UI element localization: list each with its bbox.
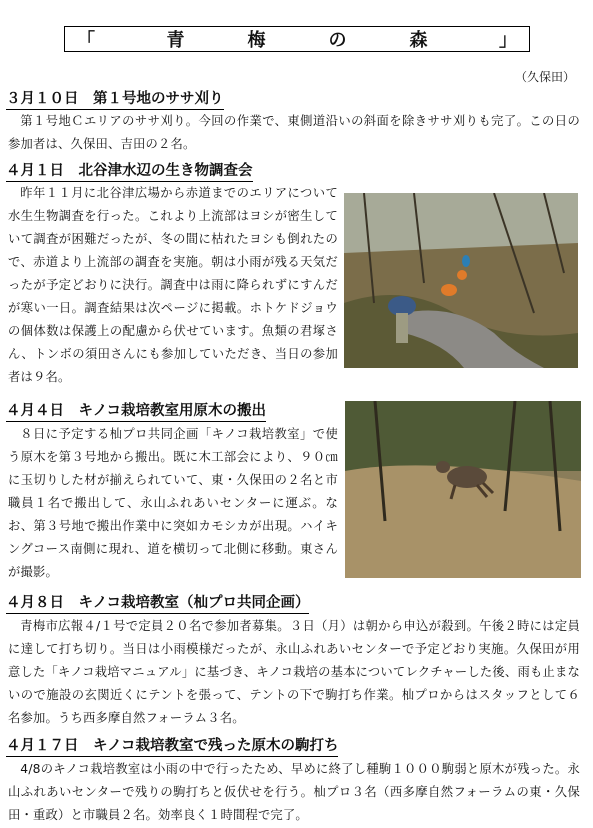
title-close-bracket: 」 (499, 30, 517, 51)
section-body: 昨年１１月に北谷津広場から赤道までのエリアについて水生生物調査を行った。これより上流部はヨシが密生していて調査が困難だったが、冬の間に枯れたヨシも倒れたので、赤道より上流部の調査を実施。朝は小雨が残る天気だったが予定どおりに決行。調査中は雨に降られずにすんだが寒い一日。調査結果は次ページに掲載。ホトケドジョウの個体数は保護上の配慮から伏せています。魚類の君塚さん、トンボの須田さんにも参加していただき、当日の参加者は９名。 (8, 186, 338, 384)
title-char: 梅 (247, 30, 266, 51)
section-heading: ４月１７日 キノコ栽培教室で残った原木の駒打ち (6, 737, 338, 757)
title-char: 森 (409, 30, 428, 51)
section-body: 第１号地Ｃエリアのササ刈り。今回の作業で、東側道沿いの斜面を除きササ刈りも完了。この日の参加者は、久保田、吉田の２名。 (8, 114, 580, 151)
section-body: ８日に予定する杣プロ共同企画「キノコ栽培教室」で使う原木を第３号地から搬出。既に木工部会により、９０㎝に玉切りした材が揃えられていて、東・久保田の２名と市職員１名で搬出して、永山ふれあいセンターに運ぶ。なお、第３号地で搬出作業中に突如カモシカが出現。ハイキングコース南側に現れ、道を横切って北側に移動。東さんが撮影。 (8, 427, 338, 579)
stream-survey-photo (344, 193, 578, 368)
section-heading: ４月４日 キノコ栽培教室用原木の搬出 (6, 402, 266, 422)
serow-photo (345, 401, 581, 578)
section-heading: ４月１日 北谷津水辺の生き物調査会 (6, 162, 253, 182)
author-credit: （久保田） (514, 70, 575, 84)
title-char: の (328, 30, 347, 51)
title-char: 青 (166, 30, 185, 51)
title-text (95, 26, 499, 52)
section-body: 4/8のキノコ栽培教室は小雨の中で行ったため、早めに終了し種駒１０００駒弱と原木が残った。永山ふれあいセンターで残りの駒打ちと仮伏せを行う。杣プロ３名（西多摩自然フォーラムの東・久保田・重政）と市職員２名。効率良く１時間程で完了。 (8, 762, 580, 822)
newsletter-title (64, 26, 530, 52)
section-heading: ４月８日 キノコ栽培教室（杣プロ共同企画） (6, 594, 309, 614)
title-open-bracket: 「 (77, 30, 95, 51)
section-heading: ３月１０日 第１号地のササ刈り (6, 90, 224, 110)
section-body: 青梅市広報４/１号で定員２０名で参加者募集。３日（月）は朝から申込が殺到。午後２時には定員に達して打ち切り。当日は小雨模様だったが、永山ふれあいセンターで予定どおり実施。久保田が用意した「キノコ栽培マニュアル」に基づき、キノコ栽培の基本についてレクチャーした後、雨も止まないので施設の玄関近くにテントを張って、テントの下で駒打ち作業。杣プロからはスタッフとして６名参加。うち西多摩自然フォーラム３名。 (8, 619, 580, 725)
